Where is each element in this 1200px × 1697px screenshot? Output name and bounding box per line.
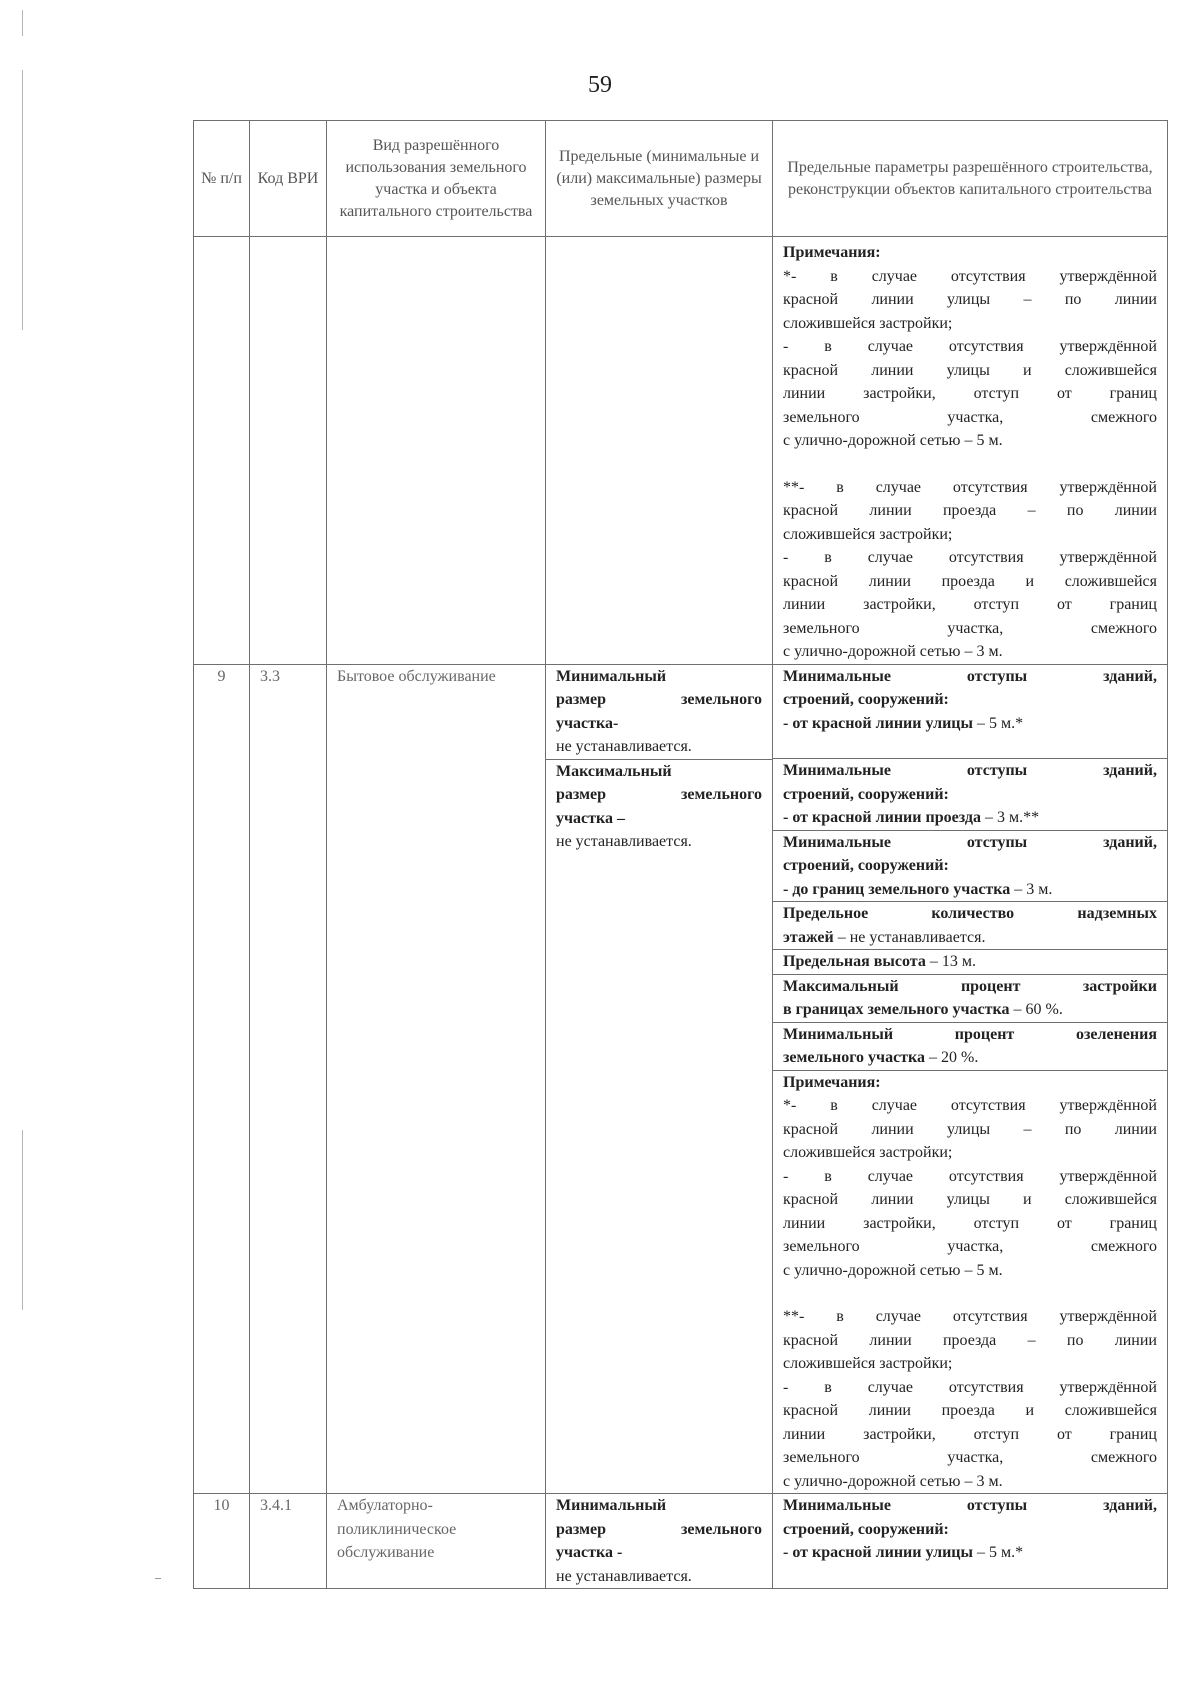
param-line — [783, 878, 1157, 902]
note-line: с улично-дорожной сетью – 3 м. — [783, 643, 1003, 660]
param-bold: Предельная высота — [783, 953, 926, 970]
param-value: – 60 %. — [1009, 1001, 1063, 1018]
note-line: - в случае отсутствия утверждённой — [783, 338, 1157, 355]
param-line: Минимальный процент озеленения — [783, 1025, 1157, 1043]
cell-num — [194, 237, 250, 665]
note-line: линии застройки, отступ от границ — [783, 596, 1157, 613]
scan-edge-mark-top — [22, 10, 23, 36]
param-value: – 3 м.** — [980, 809, 1040, 826]
param-line — [783, 950, 1157, 974]
param-line: Предельное количество надземных — [783, 905, 1157, 922]
param-line: Максимальный процент застройки — [783, 977, 1157, 995]
note-gap — [783, 1282, 1157, 1305]
cell-params — [773, 1494, 1168, 1589]
param-bold: в границах земельного участка — [783, 1001, 1010, 1018]
note-line: линии застройки, отступ от границ — [783, 1214, 1157, 1232]
param-line: строений, сооружений: — [783, 785, 949, 803]
header-params: Предельные параметры разрешённого строительства, реконструкции объектов капитального строительства — [773, 121, 1168, 237]
header-code: Код ВРИ — [250, 121, 327, 237]
table-row-10 — [194, 1494, 1168, 1589]
note-line: красной линии улицы – по линии — [783, 291, 1157, 308]
scan-edge-mark-bottom — [22, 1130, 23, 1310]
note-line: красной линии улицы и сложившейся — [783, 1191, 1157, 1208]
note-line: **- в случае отсутствия утверждённой — [783, 1308, 1157, 1325]
max-size-line: не устанавливается. — [556, 833, 692, 850]
note-line: сложившейся застройки; — [783, 1355, 953, 1372]
note-line: с улично-дорожной сетью – 5 м. — [783, 432, 1003, 449]
min-size-line: Минимальный — [556, 667, 667, 685]
note-line: линии застройки, отступ от границ — [783, 1425, 1157, 1443]
param-bold: - от красной линии улицы — [783, 714, 973, 732]
param-value: – 20 %. — [925, 1049, 979, 1066]
note-line: земельного участка, смежного — [783, 619, 1157, 637]
param-value: – 5 м.* — [973, 1544, 1024, 1561]
cell-use-type: Бытовое обслуживание — [327, 664, 546, 1494]
note-line: красной линии улицы – по линии — [783, 1120, 1157, 1138]
notes-title: Примечания: — [783, 1073, 881, 1091]
scan-edge-mark-middle — [22, 70, 23, 330]
note-line: сложившейся застройки; — [783, 1144, 953, 1161]
max-size-line: Максимальный — [556, 762, 672, 780]
note-line: красной линии проезда – по линии — [783, 502, 1157, 519]
min-size-line: размер земельного — [556, 691, 762, 708]
param-bold: - до границ земельного участка — [783, 880, 1011, 898]
page-number: 59 — [588, 72, 612, 98]
param-bold: этажей — [783, 928, 834, 946]
cell-plot-size — [546, 237, 773, 665]
param-bold: - от красной линии улицы — [783, 1544, 973, 1561]
header-num: № п/п — [194, 121, 250, 237]
cell-num: 10 — [194, 1494, 250, 1589]
cell-plot-size — [546, 1494, 773, 1589]
param-line: строений, сооружений: — [783, 691, 949, 708]
scan-dot-mark — [155, 1578, 161, 1579]
param-value: – не устанавливается. — [833, 928, 986, 946]
note-line: - в случае отсутствия утверждённой — [783, 1167, 1157, 1185]
note-line: земельного участка, смежного — [783, 408, 1157, 426]
param-line: Минимальные отступы зданий, — [783, 762, 1157, 779]
regulations-table — [193, 120, 1168, 1589]
min-size-line: участка - — [556, 1544, 623, 1561]
note-line: - в случае отсутствия утверждённой — [783, 1378, 1157, 1396]
note-line: красной линии проезда и сложившейся — [783, 572, 1157, 590]
note-line: **- в случае отсутствия утверждённой — [783, 478, 1157, 496]
notes-title: Примечания: — [783, 244, 881, 261]
param-line: строений, сооружений: — [783, 857, 949, 874]
note-line: с улично-дорожной сетью – 5 м. — [783, 1261, 1003, 1279]
cell-use-type — [327, 237, 546, 665]
note-line: красной линии проезда и сложившейся — [783, 1402, 1157, 1419]
cell-num: 9 — [194, 664, 250, 1494]
note-line: сложившейся застройки; — [783, 314, 953, 332]
use-type-line: обслуживание — [337, 1544, 435, 1561]
param-bold: - от красной линии проезда — [783, 809, 981, 826]
param-value: – 5 м.* — [973, 714, 1024, 732]
note-line: с улично-дорожной сетью – 3 м. — [783, 1472, 1003, 1490]
min-size-line: Минимальный — [556, 1497, 667, 1514]
cell-use-type — [327, 1494, 546, 1589]
note-line: красной линии улицы и сложившейся — [783, 361, 1157, 379]
param-line — [783, 806, 1157, 830]
min-size-line: участка- — [556, 714, 619, 732]
param-line: Минимальные отступы зданий, — [783, 1497, 1157, 1514]
note-line: красной линии проезда – по линии — [783, 1331, 1157, 1349]
param-bold: земельного участка — [783, 1049, 926, 1066]
cell-code: 3.3 — [250, 664, 327, 1494]
param-value: – 3 м. — [1010, 880, 1053, 898]
note-line: - в случае отсутствия утверждённой — [783, 549, 1157, 566]
min-size-line: не устанавливается. — [556, 738, 692, 755]
param-value: – 13 м. — [925, 953, 976, 970]
cell-code: 3.4.1 — [250, 1494, 327, 1589]
table-row-continued — [194, 237, 1168, 665]
use-type-line: Амбулаторно- — [337, 1497, 433, 1514]
param-line: Минимальные отступы зданий, — [783, 667, 1157, 685]
param-line: Минимальные отступы зданий, — [783, 833, 1157, 851]
min-size-line: размер земельного — [556, 1520, 762, 1538]
note-line: сложившейся застройки; — [783, 525, 953, 543]
note-line: *- в случае отсутствия утверждённой — [783, 1097, 1157, 1114]
cell-params — [773, 664, 1168, 1494]
note-line: земельного участка, смежного — [783, 1449, 1157, 1466]
note-line: *- в случае отсутствия утверждённой — [783, 267, 1157, 285]
table-header-row — [194, 121, 1168, 237]
note-line: линии застройки, отступ от границ — [783, 385, 1157, 402]
min-size-line: не устанавливается. — [556, 1567, 692, 1585]
max-size-line: участка – — [556, 809, 625, 827]
param-gap — [783, 735, 1157, 758]
note-gap — [783, 453, 1157, 476]
param-line: строений, сооружений: — [783, 1520, 949, 1538]
param-line — [783, 926, 1157, 950]
max-size-line: размер земельного — [556, 786, 762, 803]
cell-plot-size — [546, 664, 773, 1494]
header-plot-size: Предельные (минимальные и (или) максимальные) размеры земельных участков — [546, 121, 773, 237]
cell-code — [250, 237, 327, 665]
note-line: земельного участка, смежного — [783, 1238, 1157, 1255]
use-type-line: поликлиническое — [337, 1520, 457, 1538]
param-line — [783, 998, 1157, 1022]
header-use-type: Вид разрешённого использования земельного участка и объекта капитального строительства — [327, 121, 546, 237]
notes-cell — [773, 237, 1168, 665]
table-row-9 — [194, 664, 1168, 1494]
param-line — [783, 712, 1157, 736]
param-line — [783, 1046, 1157, 1070]
param-line — [783, 1541, 1157, 1565]
